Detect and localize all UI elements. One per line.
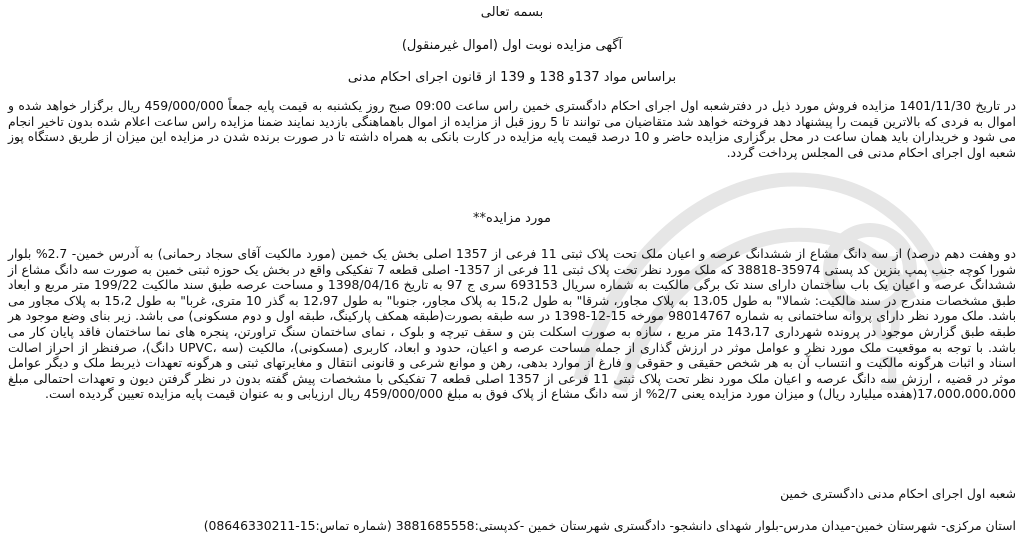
svg-text:0: 0 [870, 297, 903, 351]
section-heading: مورد مزایده** [473, 211, 551, 226]
issuer-signature: شعبه اول اجرای احکام مدنی دادگستری خمین [780, 486, 1016, 501]
address-contact: استان مرکزی- شهرستان خمین-میدان مدرس-بلوار شهدای دانشجو- دادگستری شهرستان خمین -کدپستی:3881685558 (شماره تماس:15-08646330211) [203, 518, 1016, 533]
property-description: دو وهفت دهم درصد) از سه دانگ مشاع از ششدانگ عرصه و اعیان ملک تحت پلاک ثبتی 11 فرعی از 1357 اصلی بخش یک خمین (مورد مالکیت آقای سجاد رحمانی) به آدرس خمین- 2.7% بلوار شورا کوچه جنب پمپ بنزین کد پستی 35974-38818 که ملک مورد نظر تحت پلاک ثبتی 11 فرعی از 1357- اصلی قطعه 7 تفکیکی واقع در بخش یک حوزه ثبتی خمین به صورت سه دانگ مشاع از ششدانگ عرصه و اعیان یک باب ساختمان دارای سند تک برگی مالکیت به شماره سریال 693153 سری ج 97 به تاریخ 1398/04/16 و مساحت عرصه طبق سند مالکیت 199/22 متر مربع و ابعاد طبق مشخصات مندرج در سند مالکیت: شمالا" به طول 13،05 به پلاک مجاور، شرقا" به طول 15،2 به پلاک مجاور، جنوبا" به طول 12،97 به گذر 10 متری، غربا" به طول 15،2 به پلاک مجاور می باشد. ملک مورد نظر دارای پروانه ساختمانی به شماره 98014767 مورخه 15-12-1398 در سه طبقه بصورت(طبقه همکف پارکینگ، طبقه اول و دوم مسکونی) می باشد. زیر بنای وضع موجود هر طبقه طبق گزارش موجود در پرونده شهرداری 143،17 متر مربع ، سازه به صورت اسکلت بتن و سقف تیرچه و بلوک ، نمای ساختمان سنگ تراورتن، پنجره های نما ساختمان فاقد پایان کار می باشد. با توجه به موقعیت ملک مورد نظر و عوامل موثر در ارزش گذاری از جمله مساحت عرصه و اعیان، حدود و ابعاد، کاربری (مسکونی)، مالکیت (سه ،UPVC دانگ)، صرفنظر از احراز اصالت اسناد و اثبات هرگونه مالکیت و انتساب آن به هر شخص حقیقی و حقوقی و فارغ از موارد بدهی، رهن و موانع شرعی و قانونی انتقال و مغایرتهای ثبتی و هرگونه تعهدات ذیربط ملک و دیگر عوامل موثر در قضیه ، ارزش سه دانگ عرصه و اعیان ملک مورد نظر تحت پلاک ثبتی 11 فرعی از 1357 اصلی قطعه 7 تفکیکی با مشخصات پیش گفته بدون در نظر گرفتن دیون و تعهدات احتمالی مبلغ 17،000،000،000(هفده میلیارد ریال) و میزان مورد مزایده یعنی 2/7% از سه دانگ مشاع از پلاک فوق به مبلغ 459/000/000 ریال ارزیابی و به عنوان قیمت پایه مزایده تعیین گردیده است. [8, 246, 1017, 402]
notice-title: آگهی مزایده نوبت اول (اموال غیرمنقول) [401, 38, 623, 53]
intro-paragraph: در تاریخ 1401/11/30 مزایده فروش مورد ذیل در دفترشعبه اول اجرای احکام دادگستری خمین راس ساعت 09:00 صبح روز یکشنبه به قیمت پایه جمعاً 459/000/000 ریال برگزار خواهد شده و اموال به فردی که بالاترین قیمت را پیشنهاد دهد فروخته خواهد شد متقاضیان می توانند تا 5 روز قبل از مزایده از اموال باهماهنگی بازدید نمایند ضمنا مزایده راس ساعت اعلام شده بدون تاخیر انجام می شود و خریداران باید همان ساعت در محل برگزاری مزایده حاضر و 10 درصد قیمت پایه مزایده در کارت بانکی به همراه داشته تا در صورت برنده شدن در مزایده این میزان از طریق دستگاه پوز شعبه اول اجرای احکام مدنی فی المجلس پرداخت گردد. [8, 98, 1017, 160]
legal-basis: براساس مواد 137و 138 و 139 از قانون اجرای احکام مدنی [347, 70, 677, 85]
svg-text:1: 1 [875, 347, 908, 401]
svg-text:1: 1 [875, 247, 908, 301]
invocation: بسمه تعالی [480, 5, 544, 20]
